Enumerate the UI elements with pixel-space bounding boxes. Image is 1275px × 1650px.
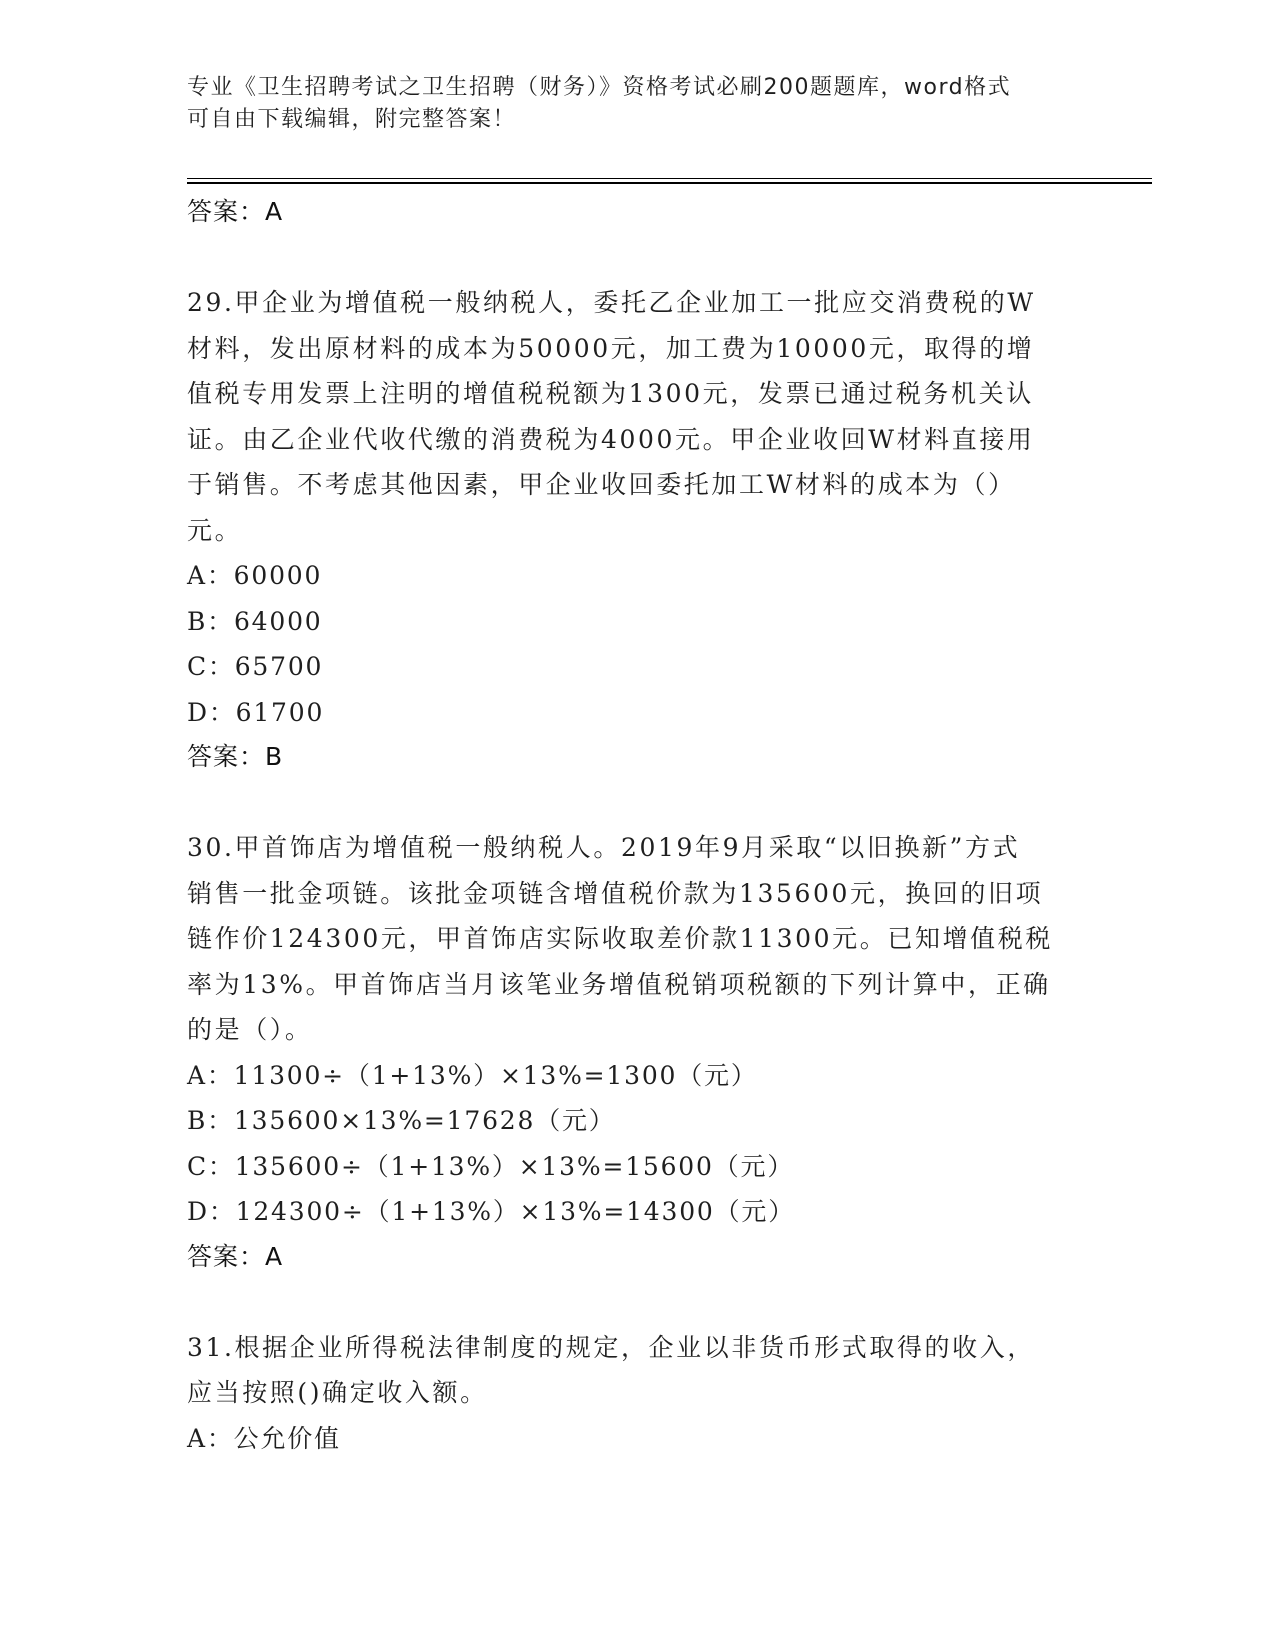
question-29 bbox=[187, 280, 1087, 779]
header-divider-thin bbox=[187, 178, 1152, 179]
option-a: A：公允价值 bbox=[187, 1423, 341, 1453]
question-text-line: 值税专用发票上注明的增值税税额为1300元，发票已通过税务机关认 bbox=[187, 379, 1034, 408]
question-31 bbox=[187, 1325, 1087, 1462]
document-body bbox=[187, 190, 1087, 1461]
header-line: 可自由下载编辑，附完整答案！ bbox=[187, 107, 517, 132]
option-c: C：135600÷（1+13%）×13%=15600（元） bbox=[187, 1151, 795, 1181]
question-text-line: 应当按照()确定收入额。 bbox=[187, 1378, 488, 1407]
option-d: D：61700 bbox=[187, 697, 325, 727]
question-text-line: 证。由乙企业代收代缴的消费税为4000元。甲企业收回W材料直接用 bbox=[187, 424, 1035, 454]
question-text-line: 31.根据企业所得税法律制度的规定，企业以非货币形式取得的收入， bbox=[187, 1332, 1035, 1362]
question-text-line: 的是（）。 bbox=[187, 1015, 313, 1044]
question-text-line: 30.甲首饰店为增值税一般纳税人。2019年9月采取“以旧换新”方式 bbox=[187, 833, 1021, 862]
question-text-line: 率为13%。甲首饰店当月该笔业务增值税销项税额的下列计算中，正确 bbox=[187, 969, 1051, 999]
option-a: A：11300÷（1+13%）×13%=1300（元） bbox=[187, 1060, 758, 1090]
document-header bbox=[187, 72, 1067, 136]
header-divider-thick bbox=[187, 182, 1152, 184]
option-c: C：65700 bbox=[187, 652, 324, 681]
answer-line: 答案：B bbox=[187, 742, 284, 771]
option-b: B：64000 bbox=[187, 606, 323, 636]
option-d: D：124300÷（1+13%）×13%=14300（元） bbox=[187, 1197, 796, 1226]
header-line: 专业《卫生招聘考试之卫生招聘（财务）》资格考试必刷200题题库，word格式 bbox=[187, 75, 1012, 100]
spacer bbox=[187, 1279, 1087, 1325]
question-text-line: 材料，发出原材料的成本为50000元，加工费为10000元，取得的增 bbox=[187, 333, 1035, 363]
question-text-line: 销售一批金项链。该批金项链含增值税价款为135600元，换回的旧项 bbox=[187, 878, 1044, 908]
question-text-line: 链作价124300元，甲首饰店实际收取差价款11300元。已知增值税税 bbox=[187, 924, 1053, 953]
question-text-line: 于销售。不考虑其他因素，甲企业收回委托加工W材料的成本为（） bbox=[187, 470, 1016, 499]
option-b: B：135600×13%=17628（元） bbox=[187, 1106, 616, 1135]
option-a: A：60000 bbox=[187, 561, 323, 590]
answer-line: 答案：A bbox=[187, 1241, 284, 1271]
answer-line: 答案：A bbox=[187, 197, 284, 226]
spacer bbox=[187, 779, 1087, 825]
question-30 bbox=[187, 825, 1087, 1279]
question-text-line: 29.甲企业为增值税一般纳税人，委托乙企业加工一批应交消费税的W bbox=[187, 288, 1036, 317]
spacer bbox=[187, 234, 1087, 280]
question-text-line: 元。 bbox=[187, 515, 243, 545]
